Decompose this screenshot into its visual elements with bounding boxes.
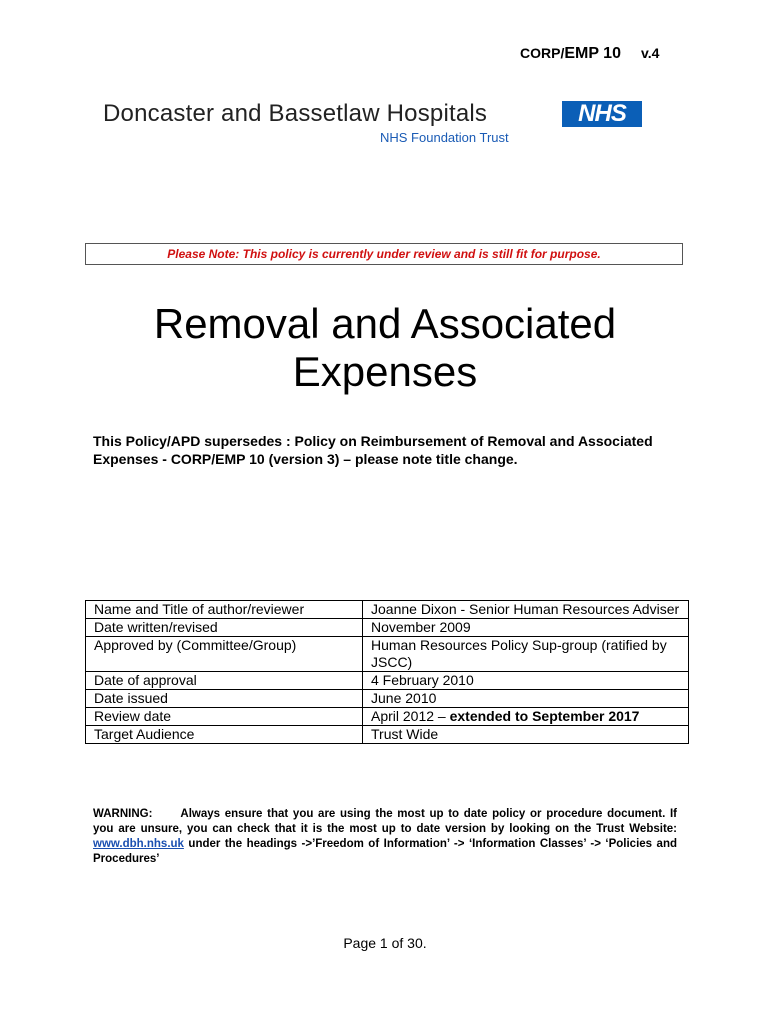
detail-value (363, 619, 689, 637)
detail-label: Date issued (86, 690, 363, 708)
detail-label: Name and Title of author/reviewer (86, 601, 363, 619)
ref-prefix: CORP/ (520, 45, 565, 61)
detail-value (363, 637, 689, 672)
detail-value-text: June 2010 (371, 690, 437, 706)
org-name: Doncaster and Bassetlaw Hospitals (103, 100, 488, 127)
trust-website-link[interactable]: www.dbh.nhs.uk (93, 838, 184, 850)
detail-label: Date of approval (86, 672, 363, 690)
table-row (86, 619, 689, 637)
title-line-2: Expenses (292, 348, 478, 395)
detail-label: Date written/revised (86, 619, 363, 637)
detail-value (363, 672, 689, 690)
page-title (85, 300, 685, 396)
detail-value (363, 601, 689, 619)
ref-code: EMP 10 (564, 45, 621, 62)
detail-label: Target Audience (86, 726, 363, 744)
detail-value-text: Trust Wide (371, 726, 439, 742)
detail-value (363, 726, 689, 744)
warning-text: Always ensure that you are using the most up to date policy or procedure document. If you are unsure, you can check that it is the most up to date version by looking on the Trust Website: (93, 808, 677, 835)
supersedes-statement: This Policy/APD supersedes : Policy on Reimbursement of Removal and Associated Expenses - CORP/EMP 10 (version 3) – please note title change. (93, 433, 653, 467)
version-label: v.4 (640, 45, 660, 61)
table-row (86, 708, 689, 726)
detail-value-emphasis: extended to September 2017 (449, 708, 640, 724)
warning-text-2: under the headings ->’Freedom of Information’ -> ‘Information Classes’ -> ‘Policies and Procedures’ (93, 838, 677, 865)
document-details-table (85, 600, 689, 744)
detail-value (363, 708, 689, 726)
document-reference (520, 45, 659, 63)
table-row (86, 726, 689, 744)
table-row (86, 690, 689, 708)
review-note: Please Note: This policy is currently under review and is still fit for purpose. (85, 243, 683, 265)
table-row (86, 672, 689, 690)
detail-label: Approved by (Committee/Group) (86, 637, 363, 672)
title-line-1: Removal and Associated (153, 300, 617, 347)
detail-value-text: April 2012 – (371, 708, 450, 724)
detail-value-text: November 2009 (371, 619, 471, 635)
nhs-logo: NHS (562, 101, 642, 127)
table-row (86, 637, 689, 672)
table-row (86, 601, 689, 619)
page-number: Page 1 of 30. (343, 935, 427, 951)
warning-notice (93, 807, 677, 867)
detail-label: Review date (86, 708, 363, 726)
detail-value-text: Joanne Dixon - Senior Human Resources Adviser (371, 601, 680, 617)
detail-value-text: 4 February 2010 (371, 672, 474, 688)
warning-label: WARNING: (93, 808, 153, 820)
org-subtitle: NHS Foundation Trust (380, 130, 509, 145)
detail-value-text: Human Resources Policy Sup-group (ratified by JSCC) (371, 637, 667, 670)
detail-value (363, 690, 689, 708)
